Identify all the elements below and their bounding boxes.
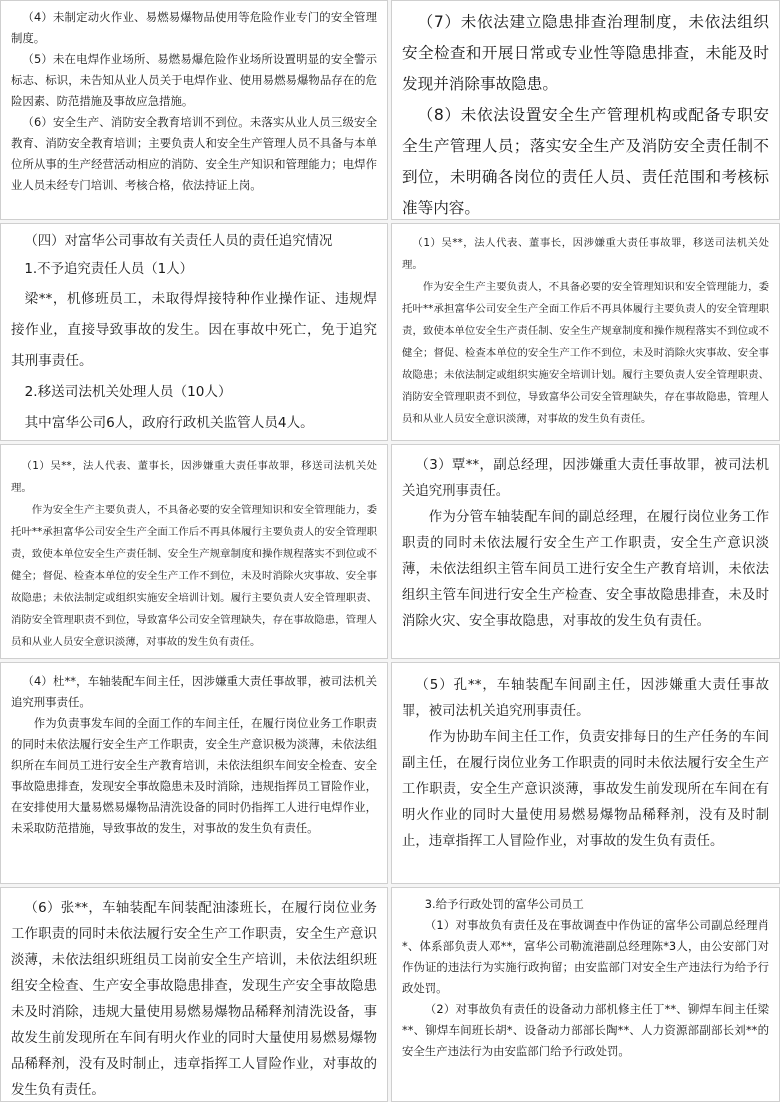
paragraph: （7）未依法建立隐患排查治理制度，未依法组织安全检查和开展日常或专业性等隐患排查，未能及时发现并消除事故隐患。 [402,13,769,93]
paragraph: 作为协助车间主任工作，负责安排每日的生产任务的车间副主任，在履行岗位业务工作职责的同时未依法履行安全生产工作职责，安全生产意识淡薄，事故发生前发现所在车间在有明火作业的同时大量使用易燃易爆物品稀释剂，没有及时制止，违章指挥工人冒险作业，对事故的发生负有责任。 [402,730,769,849]
paragraph: 作为安全生产主要负责人，不具备必要的安全管理知识和安全管理能力，委托叶**承担富华公司安全生产全面工作后不再具体履行主要负责人的安全管理职责，致使本单位安全生产责任制、安全生产规章制度和操作规程落实不到位或不健全；督促、检查本单位的安全生产工作不到位，未及时消除火灾事故、安全事故隐患；未依法制定或组织实施安全培训计划。履行主要负责人安全管理职责、消防安全管理职责不到位，导致富华公司安全管理缺失，存在事故隐患，管理人员和从业人员安全意识淡薄，对事故的发生负有责任。 [11,504,377,648]
paragraph: （1）吴**，法人代表、董事长，因涉嫌重大责任事故罪，移送司法机关处理。 [402,237,769,271]
panel-p8 [391,662,780,884]
paragraph: 作为分管车轴装配车间的副总经理，在履行岗位业务工作职责的同时未依法履行安全生产工作职责，安全生产意识淡薄，未依法组织主管车间员工进行安全生产教育培训，未依法组织主管车间进行安全生产检查、安全事故隐患排查，未及时消除火灾、安全事故隐患，对事故的发生负有责任。 [402,510,769,629]
paragraph: （5）孔**，车轴装配车间副主任，因涉嫌重大责任事故罪，被司法机关追究刑事责任。 [402,678,769,719]
sub-heading: 1.不予追究责任人员（1人） [24,262,193,277]
panel-p2 [391,0,780,220]
sub-heading: 3.给予行政处罚的富华公司员工 [424,897,584,911]
panel-p1 [0,0,388,220]
paragraph: （4）未制定动火作业、易燃易爆物品使用等危险作业专门的安全管理制度。 [11,10,377,45]
section-heading: （四）对富华公司事故有关责任人员的责任追究情况 [24,234,333,249]
paragraph: 作为负责事发车间的全面工作的车间主任，在履行岗位业务工作职责的同时未依法履行安全生产工作职责，安全生产意识极为淡薄，未依法组织所在车间员工进行安全生产教育培训，未依法组织车间安全检查、安全事故隐患排查，发现安全事故隐患未及时消除，违规指挥员工冒险作业，在安排使用大量易燃易爆物品清洗设备的同时仍指挥工人进行电焊作业，未采取防范措施，导致事故的发生，对事故的发生负有责任。 [11,716,377,835]
panel-p9 [0,887,388,1102]
panel-p4 [391,223,780,441]
paragraph: 其中富华公司6人，政府行政机关监管人员4人。 [24,415,314,431]
panel-p3 [0,223,388,441]
paragraph: （2）对事故负有责任的设备动力部机修主任丁**、铆焊车间主任梁**、铆焊车间班长胡*、设备动力部部长陶**、人力资源部副部长刘**的安全生产违法行为由安监部门给予行政处罚。 [402,1002,769,1058]
panel-p7 [0,662,388,884]
paragraph: （1）对事故负有责任及在事故调查中作伪证的富华公司副总经理肖*、体系部负责人邓**，富华公司勒流港副总经理陈*3人，由公安部门对作伪证的违法行为实施行政拘留；由安监部门对安全生产违法行为给予行政处罚。 [402,918,769,995]
paragraph: （3）覃**，副总经理，因涉嫌重大责任事故罪，被司法机关追究刑事责任。 [402,458,769,499]
paragraph: （8）未依法设置安全生产管理机构或配备专职安全生产管理人员；落实安全生产及消防安全责任制不到位，未明确各岗位的责任人员、责任范围和考核标准等内容。 [402,106,769,217]
panel-p10 [391,887,780,1102]
paragraph: （1）吴**，法人代表、董事长，因涉嫌重大责任事故罪，移送司法机关处理。 [11,460,377,494]
paragraph: 梁**，机修班员工，未取得焊接特种作业操作证、违规焊接作业，直接导致事故的发生。因在事故中死亡，免于追究其刑事责任。 [11,291,377,369]
sub-heading: 2.移送司法机关处理人员（10人） [24,384,232,400]
panel-p5 [0,444,388,659]
paragraph: 作为安全生产主要负责人，不具备必要的安全管理知识和安全管理能力，委托叶**承担富华公司安全生产全面工作后不再具体履行主要负责人的安全管理职责，致使本单位安全生产责任制、安全生产规章制度和操作规程落实不到位或不健全；督促、检查本单位的安全生产工作不到位，未及时消除火灾事故、安全事故隐患；未依法制定或组织实施安全培训计划。履行主要负责人安全管理职责、消防安全管理职责不到位，导致富华公司安全管理缺失，存在事故隐患，管理人员和从业人员安全意识淡薄，对事故的发生负有责任。 [402,281,769,425]
paragraph: （6）安全生产、消防安全教育培训不到位。未落实从业人员三级安全教育、消防安全教育培训；主要负责人和安全生产管理人员不具备与本单位所从事的生产经营活动相应的消防、安全生产知识和管理能力；电焊作业人员未经专门培训、考核合格，依法持证上岗。 [11,115,377,192]
paragraph: （4）杜**，车轴装配车间主任，因涉嫌重大责任事故罪，被司法机关追究刑事责任。 [11,674,377,709]
panel-p6 [391,444,780,659]
paragraph: （6）张**，车轴装配车间装配油漆班长，在履行岗位业务工作职责的同时未依法履行安全生产工作职责，安全生产意识淡薄，未依法组织班组员工岗前安全生产培训，未依法组织班组安全检查、生产安全事故隐患排查，发现生产安全事故隐患未及时消除，违规大量使用易燃易爆物品稀释剂清洗设备，事故发生前发现所在车间有明火作业的同时大量使用易燃易爆物品稀释剂，没有及时制止，违章指挥工人冒险作业，对事故的发生负有责任。 [11,901,377,1098]
paragraph: （5）未在电焊作业场所、易燃易爆危险作业场所设置明显的安全警示标志、标识，未告知从业人员关于电焊作业、使用易燃易爆物品存在的危险因素、防范措施及事故应急措施。 [11,52,377,108]
